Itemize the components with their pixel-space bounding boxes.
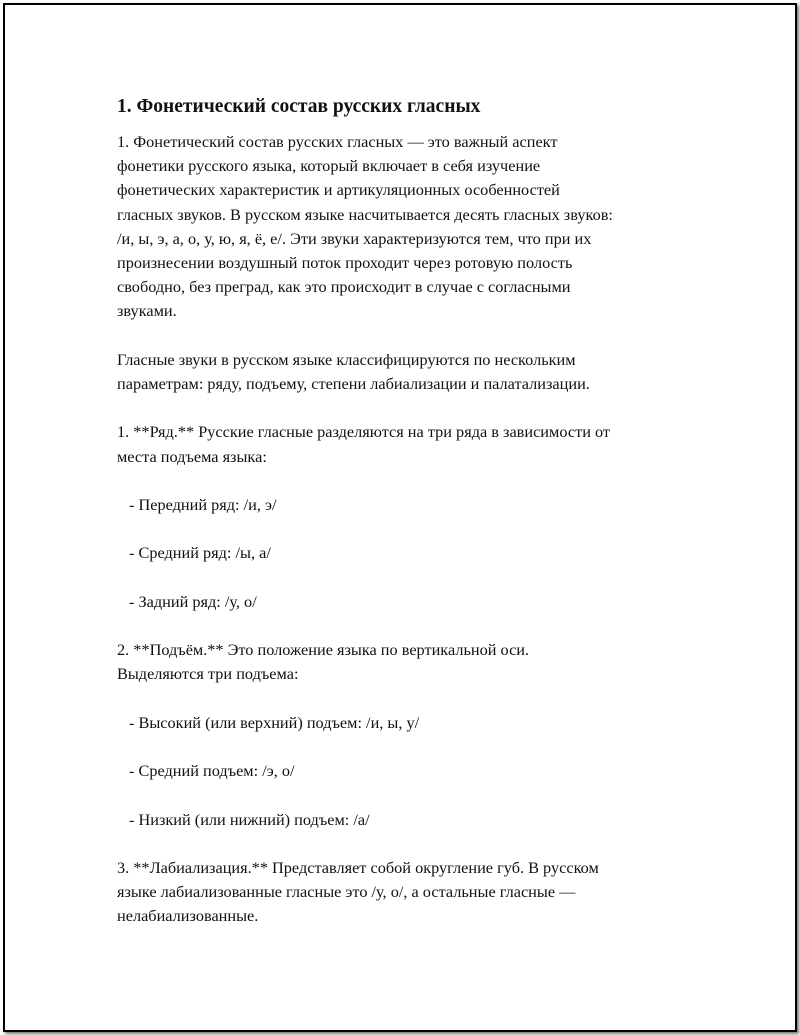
paragraph-row: 1. **Ряд.** Русские гласные разделяются на три ряда в зависимости от места подъема языка: [117, 422, 611, 466]
list-item-back-row: - Задний ряд: /у, о/ [129, 591, 257, 611]
paragraph-height: 2. **Подъём.** Это положение языка по вертикальной оси. Выделяются три подъема: [117, 640, 530, 684]
paragraph-classification: Гласные звуки в русском языке классифицируются по нескольким параметрам: ряду, подъему, степени лабиализации и палатализации. [117, 349, 590, 394]
document-title: 1. Фонетический состав русских гласных [117, 96, 481, 117]
list-item-low: - Низкий (или нижний) подъем: /а/ [129, 809, 370, 829]
paragraph-labialization: 3. **Лабиализация.** Представляет собой округление губ. В русском языке лабиализованные гласные это /у, о/, а остальные гласные — нелабиализованные. [117, 857, 599, 926]
document-body [117, 95, 697, 929]
list-item-mid: - Средний подъем: /э, о/ [129, 761, 295, 781]
list-item-front-row: - Передний ряд: /и, э/ [129, 495, 277, 514]
list-item-central-row: - Средний ряд: /ы, а/ [129, 543, 271, 563]
list-item-high: - Высокий (или верхний) подъем: /и, ы, у/ [129, 712, 420, 732]
paragraph-intro: 1. Фонетический состав русских гласных — это важный аспект фонетики русского языка, который включает в себя изучение фонетических характеристик и артикуляционных особенностей гласных звуков. В русском языке насчитывается десять гласных звуков: /и, ы, э, а, о, у, ю, я, ё, е/. Эти звуки характеризуются тем, что при их произнесении воздушный поток проходит через ротовую полость свободно, без преград, как это происходит в случае с согласными звуками. [117, 132, 613, 321]
